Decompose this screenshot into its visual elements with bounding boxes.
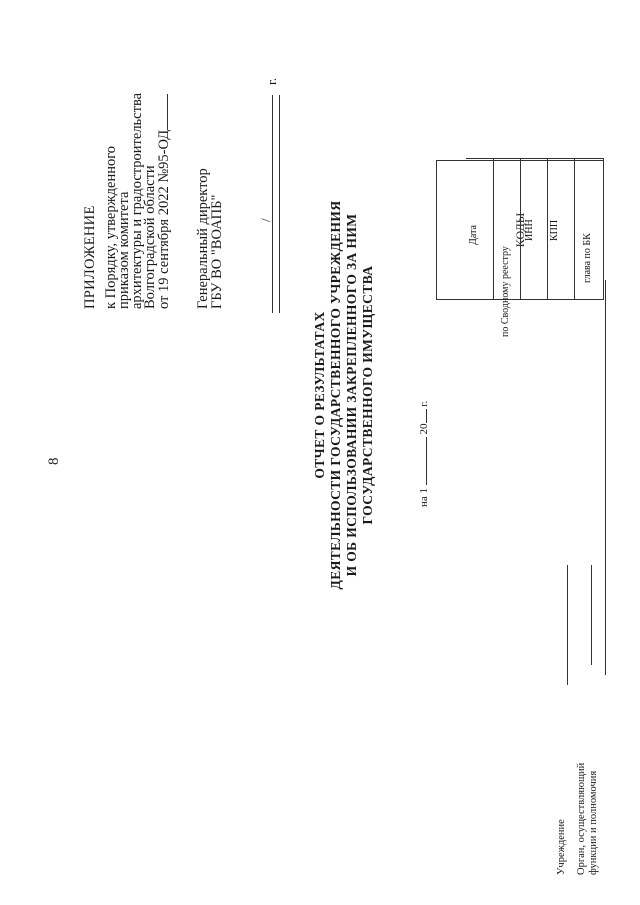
organ-line (604, 280, 606, 675)
appendix-line: архитектуры и градостроительства (129, 92, 145, 309)
code-label-inn: ИНН (524, 219, 535, 241)
appendix-block (84, 93, 171, 309)
report-date-line (418, 401, 430, 507)
code-label-budget-chapter: глава по БК (582, 233, 593, 283)
director-block (196, 168, 224, 309)
appendix-order-text: от 19 сентября 2022 №95-ОД (156, 129, 172, 309)
title-line: ОТЧЕТ О РЕЗУЛЬТАТАХ (312, 311, 327, 479)
appendix-line (157, 93, 171, 309)
date-mid: 20 (418, 423, 430, 435)
page-number: 8 (46, 457, 62, 465)
appendix-heading: ПРИЛОЖЕНИЕ (82, 205, 98, 309)
institution-line (566, 565, 568, 685)
appendix-underline (157, 94, 168, 130)
title-line: ДЕЯТЕЛЬНОСТИ ГОСУДАРСТВЕННОГО УЧРЕЖДЕНИЯ (328, 200, 343, 590)
director-org: ГБУ ВО "ВОАПБ" (209, 194, 225, 309)
date-blank-day-month (418, 437, 427, 485)
organ-label-line: функции и полномочия (588, 770, 599, 875)
code-label-kpp: КПП (549, 219, 560, 241)
organ-label (576, 763, 600, 875)
signature-date-line (278, 95, 280, 313)
title-line: И ОБ ИСПОЛЬЗОВАНИИ ЗАКРЕПЛЕННОГО ЗА НИМ ГОСУДАРСТВЕННОГО ИМУЩЕСТВА (344, 213, 375, 577)
signature-line (258, 95, 273, 313)
appendix-line: приказом комитета (116, 191, 132, 309)
appendix-line: к Порядку, утвержденного (103, 145, 119, 309)
code-label-date: Дата (468, 225, 479, 245)
date-suffix: г. (418, 400, 430, 407)
report-title (312, 135, 376, 655)
organ-label-line: Орган, осуществляющий (576, 762, 587, 875)
signature-slash: / (258, 218, 273, 222)
code-label-registry: по Сводному реестру (500, 246, 511, 337)
codes-header: КОДЫ (437, 161, 604, 300)
institution-label: Учреждение (556, 819, 567, 875)
director-title: Генеральный директор (195, 168, 211, 309)
appendix-line: Волгоградской области (142, 165, 158, 309)
date-prefix: на 1 (418, 487, 430, 507)
signature-year-suffix: г. (264, 77, 279, 85)
date-blank-year (418, 409, 427, 423)
organ-line-upper (590, 565, 592, 665)
